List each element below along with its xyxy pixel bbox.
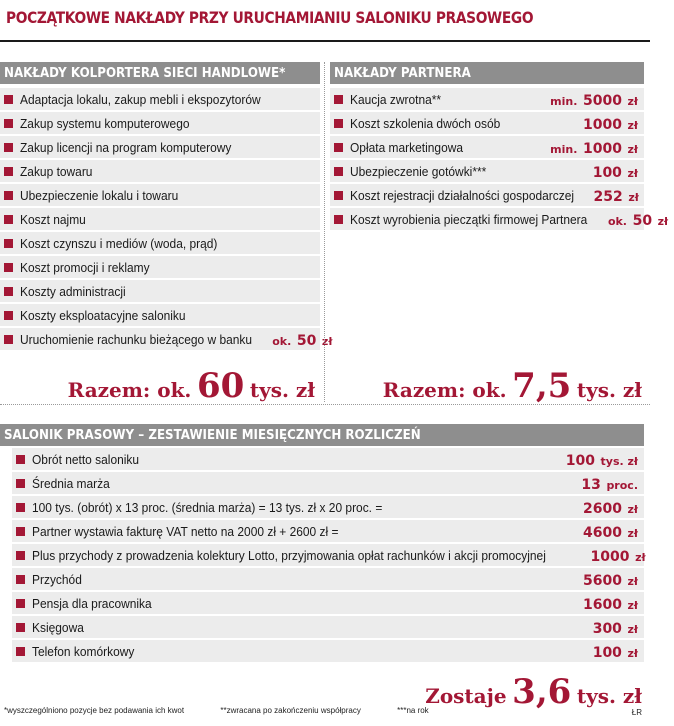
list-item xyxy=(0,328,333,350)
square-bullet-icon xyxy=(16,527,25,536)
square-bullet-icon xyxy=(334,143,343,152)
item-label: 100 tys. (obrót) x 13 proc. (średnia marża) = 13 tys. zł x 20 proc. = xyxy=(32,499,383,515)
monthly-settlement-header: SALONIK PRASOWY – ZESTAWIENIE MIESIĘCZNYCH ROZLICZEŃ xyxy=(0,424,644,446)
item-label: Księgowa xyxy=(32,619,84,635)
amount-value: 1000 xyxy=(590,548,630,565)
partner-costs-list xyxy=(330,88,669,230)
list-item xyxy=(0,136,320,158)
footnotes xyxy=(4,706,463,715)
amount-value: 50 xyxy=(296,332,317,349)
item-label: Koszt najmu xyxy=(20,211,86,227)
item-label: Koszt wyrobienia pieczątki firmowej Partnera xyxy=(350,211,588,227)
square-bullet-icon xyxy=(4,143,13,152)
kolporter-costs-header: NAKŁADY KOLPORTERA SIECI HANDLOWE* xyxy=(0,62,320,84)
list-item xyxy=(0,112,320,134)
square-bullet-icon xyxy=(16,479,25,488)
square-bullet-icon xyxy=(4,335,13,344)
item-amount xyxy=(566,450,644,469)
square-bullet-icon xyxy=(16,455,25,464)
column-divider xyxy=(324,62,325,402)
square-bullet-icon xyxy=(334,119,343,128)
list-item xyxy=(12,472,644,494)
page-title: POCZĄTKOWE NAKŁADY PRZY URUCHAMIANIU SALONIKU PRASOWEGO xyxy=(6,8,534,27)
amount-unit: zł xyxy=(635,550,646,564)
amount-unit: zł xyxy=(627,166,638,180)
square-bullet-icon xyxy=(334,167,343,176)
amount-value: 13 xyxy=(581,476,601,493)
list-item xyxy=(0,88,320,110)
amount-unit: zł xyxy=(627,142,638,156)
amount-value: 100 xyxy=(565,452,595,469)
item-amount xyxy=(594,186,645,205)
amount-value: 5000 xyxy=(582,92,622,109)
item-amount xyxy=(581,474,644,493)
list-item xyxy=(12,592,644,614)
item-label: Partner wystawia fakturę VAT netto na 2000 zł + 2600 zł = xyxy=(32,523,339,539)
footnote: *wyszczególniono pozycje bez podawania ich kwot xyxy=(4,706,185,715)
list-item xyxy=(0,160,320,182)
footnote: **zwracana po zakończeniu współpracy xyxy=(220,706,361,715)
amount-value: 2600 xyxy=(582,500,622,517)
list-item xyxy=(330,184,644,206)
item-label: Adaptacja lokalu, zakup mebli i ekspozytorów xyxy=(20,91,261,107)
square-bullet-icon xyxy=(4,215,13,224)
item-amount xyxy=(583,594,644,613)
amount-qualifier: min. xyxy=(550,142,578,156)
list-item xyxy=(330,112,644,134)
amount-value: 1000 xyxy=(582,116,622,133)
list-item xyxy=(0,232,320,254)
list-item xyxy=(0,304,320,326)
item-label: Obrót netto saloniku xyxy=(32,451,140,467)
amount-value: 1600 xyxy=(582,596,622,613)
amount-unit: zł xyxy=(657,214,669,228)
list-item xyxy=(12,640,644,662)
kolporter-costs-panel xyxy=(0,62,333,352)
square-bullet-icon xyxy=(4,263,13,272)
list-item xyxy=(330,208,669,230)
amount-unit: proc. xyxy=(606,478,638,492)
item-amount xyxy=(593,618,644,637)
square-bullet-icon xyxy=(334,215,343,224)
item-label: Koszty eksploatacyjne saloniku xyxy=(20,307,186,323)
amount-value: 4600 xyxy=(582,524,622,541)
list-item xyxy=(0,208,320,230)
item-label: Koszt czynszu i mediów (woda, prąd) xyxy=(20,235,218,251)
list-item xyxy=(12,544,644,566)
partner-costs-header: NAKŁADY PARTNERA xyxy=(330,62,644,84)
item-amount xyxy=(272,330,338,349)
amount-unit: zł xyxy=(627,622,638,636)
item-amount xyxy=(608,210,674,229)
square-bullet-icon xyxy=(16,623,25,632)
kolporter-costs-list xyxy=(0,88,333,350)
list-item xyxy=(330,160,644,182)
item-amount xyxy=(593,642,644,661)
list-item xyxy=(12,520,644,542)
list-item xyxy=(0,280,320,302)
amount-unit: zł xyxy=(627,502,638,516)
amount-unit: zł xyxy=(627,574,638,588)
amount-unit: zł xyxy=(627,646,638,660)
list-item xyxy=(12,568,644,590)
square-bullet-icon xyxy=(334,95,343,104)
partner-costs-panel xyxy=(330,62,669,232)
author-credit: ŁR xyxy=(631,708,642,717)
list-item xyxy=(12,448,644,470)
square-bullet-icon xyxy=(334,191,343,200)
square-bullet-icon xyxy=(16,551,25,560)
square-bullet-icon xyxy=(4,167,13,176)
amount-qualifier: ok. xyxy=(607,214,627,228)
amount-value: 50 xyxy=(632,212,653,229)
square-bullet-icon xyxy=(16,503,25,512)
square-bullet-icon xyxy=(4,239,13,248)
square-bullet-icon xyxy=(16,575,25,584)
square-bullet-icon xyxy=(4,119,13,128)
amount-unit: tys. zł xyxy=(600,454,638,468)
item-amount xyxy=(583,498,644,517)
item-amount xyxy=(550,138,644,157)
amount-unit: zł xyxy=(627,94,638,108)
item-amount xyxy=(583,114,644,133)
item-label: Ubezpieczenie gotówki*** xyxy=(350,163,487,179)
item-label: Zakup licencji na program komputerowy xyxy=(20,139,232,155)
monthly-settlement-panel xyxy=(0,424,644,664)
amount-unit: zł xyxy=(627,526,638,540)
item-label: Zakup systemu komputerowego xyxy=(20,115,190,131)
square-bullet-icon xyxy=(16,647,25,656)
amount-unit: zł xyxy=(627,118,638,132)
item-label: Ubezpieczenie lokalu i towaru xyxy=(20,187,179,203)
list-item xyxy=(12,616,644,638)
kolporter-total: Razem: ok. 60 tys. zł xyxy=(67,366,315,406)
square-bullet-icon xyxy=(16,599,25,608)
square-bullet-icon xyxy=(4,95,13,104)
footnote: ***na rok xyxy=(397,706,429,715)
list-item xyxy=(0,256,320,278)
item-amount xyxy=(583,570,644,589)
amount-value: 1000 xyxy=(582,140,622,157)
item-label: Koszt promocji i reklamy xyxy=(20,259,150,275)
monthly-settlement-list xyxy=(12,448,644,662)
square-bullet-icon xyxy=(4,191,13,200)
remaining-total: Zostaje 3,6 tys. zł xyxy=(425,672,642,712)
amount-unit: zł xyxy=(321,334,333,348)
item-label: Średnia marża xyxy=(32,475,110,491)
title-rule xyxy=(0,40,650,42)
item-amount xyxy=(591,546,652,565)
item-label: Zakup towaru xyxy=(20,163,93,179)
list-item xyxy=(330,88,644,110)
list-item xyxy=(0,184,320,206)
amount-value: 5600 xyxy=(582,572,622,589)
amount-value: 100 xyxy=(592,644,622,661)
item-label: Koszt rejestracji działalności gospodarczej xyxy=(350,187,575,203)
square-bullet-icon xyxy=(4,287,13,296)
item-label: Pensja dla pracownika xyxy=(32,595,152,611)
partner-total: Razem: ok. 7,5 tys. zł xyxy=(382,366,642,406)
amount-value: 300 xyxy=(592,620,622,637)
item-amount xyxy=(583,522,644,541)
item-label: Przychód xyxy=(32,571,82,587)
list-item xyxy=(12,496,644,518)
amount-qualifier: ok. xyxy=(272,334,292,348)
amount-value: 252 xyxy=(593,188,623,205)
item-label: Opłata marketingowa xyxy=(350,139,464,155)
amount-qualifier: min. xyxy=(550,94,578,108)
square-bullet-icon xyxy=(4,311,13,320)
amount-value: 100 xyxy=(592,164,622,181)
item-label: Koszt szkolenia dwóch osób xyxy=(350,115,501,131)
section-divider xyxy=(0,404,650,405)
item-label: Telefon komórkowy xyxy=(32,643,135,659)
item-label: Plus przychody z prowadzenia kolektury Lotto, przyjmowania opłat rachunków i akcji promocyjnej xyxy=(32,547,546,563)
item-label: Uruchomienie rachunku bieżącego w banku xyxy=(20,331,253,347)
item-amount xyxy=(550,90,644,109)
item-label: Kaucja zwrotna** xyxy=(350,91,442,107)
item-label: Koszty administracji xyxy=(20,283,126,299)
list-item xyxy=(330,136,644,158)
amount-unit: zł xyxy=(628,190,639,204)
item-amount xyxy=(593,162,644,181)
amount-unit: zł xyxy=(627,598,638,612)
